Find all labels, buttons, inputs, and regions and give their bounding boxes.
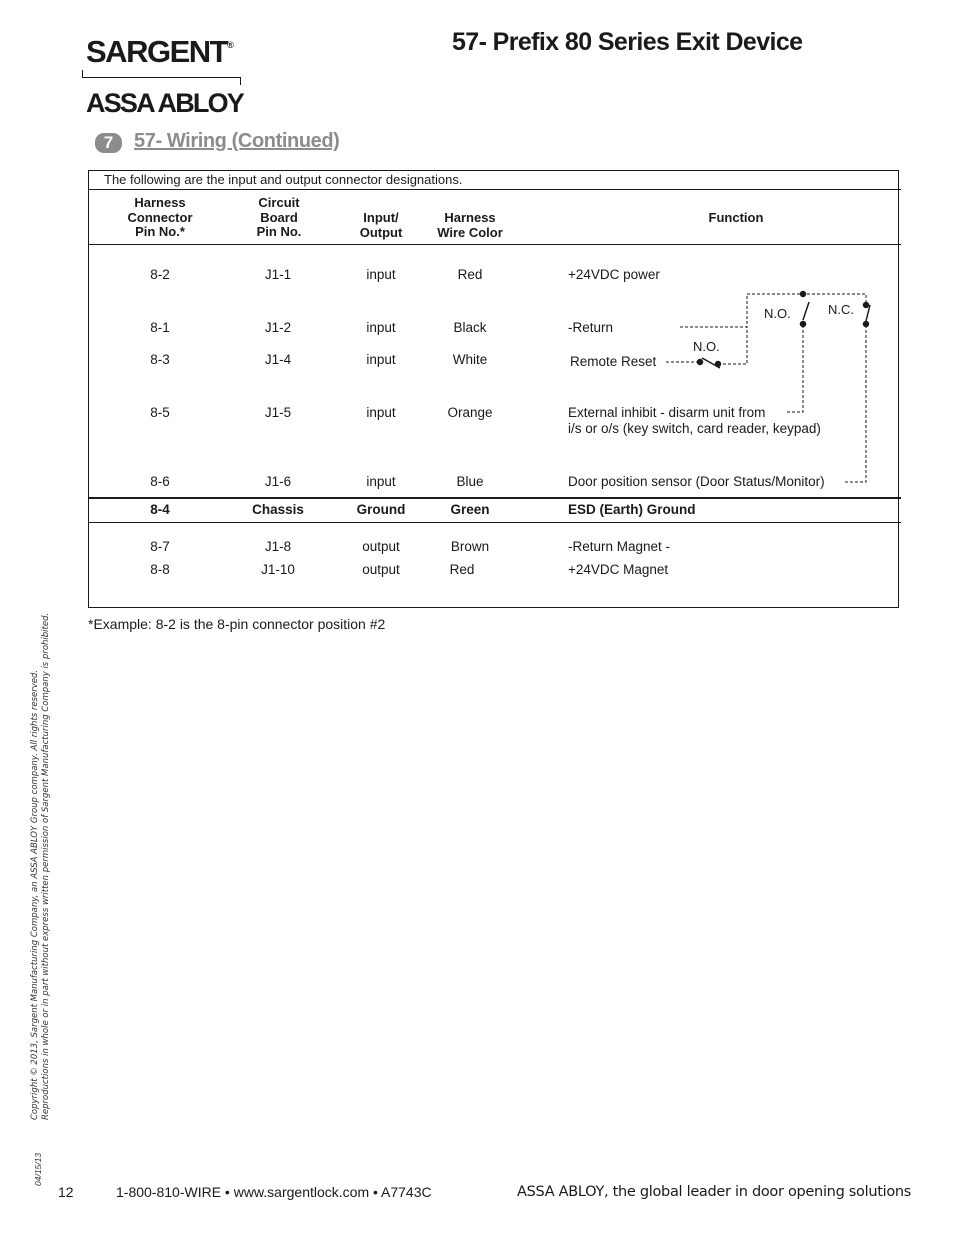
cell-color: Orange [447, 405, 493, 420]
cell-color: Brown [450, 539, 490, 554]
page-number: 12 [58, 1184, 74, 1200]
reset-wire-right [718, 327, 747, 364]
footer-slogan: ASSA ABLOY, the global leader in door opening solutions [517, 1184, 912, 1200]
table-intro: The following are the input and output connector designations. [104, 172, 463, 187]
cell-io: Ground [356, 502, 406, 517]
cell-io: input [366, 352, 396, 367]
cell-function: -Return Magnet - [568, 539, 671, 554]
nc-label: N.C. [828, 302, 854, 317]
cell-pin: 8-4 [150, 502, 170, 517]
nc-switch-bottom-contact [864, 322, 869, 327]
cell-board: J1-1 [264, 267, 292, 282]
cell-pin: 8-6 [150, 474, 170, 489]
cell-board: J1-4 [264, 352, 292, 367]
no-label-top: N.O. [764, 306, 791, 321]
cell-board: Chassis [252, 502, 304, 517]
cell-board: J1-5 [264, 405, 292, 420]
cell-pin: 8-3 [150, 352, 170, 367]
cell-io: input [366, 320, 396, 335]
footer-contact: 1-800-810-WIRE • www.sargentlock.com • A7743C [116, 1184, 432, 1200]
cell-color: Blue [456, 474, 484, 489]
cell-pin: 8-2 [150, 267, 170, 282]
cell-board: J1-2 [264, 320, 292, 335]
cell-pin: 8-7 [150, 539, 170, 554]
cell-io: input [366, 474, 396, 489]
header-wire-color: Harness Wire Color [437, 210, 503, 240]
cell-io: input [366, 405, 396, 420]
cell-function: Door position sensor (Door Status/Monitor) [568, 474, 825, 489]
cell-pin: 8-5 [150, 405, 170, 420]
cell-io: output [362, 562, 400, 577]
header-board-pin: Circuit Board Pin No. [256, 195, 302, 239]
footnote: *Example: 8-2 is the 8-pin connector position #2 [88, 616, 386, 632]
no-switch-blade [803, 302, 809, 320]
cell-color: Red [457, 267, 483, 282]
inhibit-wire [786, 325, 803, 412]
cell-function: Remote Reset [570, 354, 657, 369]
no-switch-top-contact [801, 292, 806, 297]
page-title: 57- Prefix 80 Series Exit Device [452, 28, 803, 56]
header-function: Function [708, 210, 764, 225]
cell-function: +24VDC Magnet [568, 562, 669, 577]
cell-board: J1-8 [264, 539, 292, 554]
assa-abloy-logo: ASSA ABLOY [86, 88, 244, 118]
cell-function-cont: i/s or o/s (key switch, card reader, keypad) [568, 421, 821, 436]
cell-color: Green [450, 502, 490, 517]
cell-board: J1-10 [261, 562, 295, 577]
cell-color: White [452, 352, 488, 367]
cell-board: J1-6 [264, 474, 292, 489]
copyright-notice: Copyright © 2013, Sargent Manufacturing Company, an ASSA ABLOY Group company. All rights reserved. Reproductions in whole or in part without express written permission of Sargent Manufacturing Company is prohibited. [30, 612, 51, 1120]
dps-wire [845, 325, 866, 482]
cell-function: External inhibit - disarm unit from [568, 405, 766, 420]
header-harness-pin: Harness Connector Pin No.* [127, 195, 193, 239]
header-input-output: Input/ Output [359, 210, 403, 240]
cell-pin: 8-1 [150, 320, 170, 335]
cell-color: Red [449, 562, 475, 577]
cell-pin: 8-8 [150, 562, 170, 577]
cell-io: output [362, 539, 400, 554]
cell-io: input [366, 267, 396, 282]
nc-switch-top-contact [864, 303, 869, 308]
revision-date: 04/15/13 [33, 1152, 43, 1186]
no-switch-bottom-contact [801, 322, 806, 327]
reset-switch-left-contact [698, 360, 703, 365]
cell-function: -Return [568, 320, 614, 335]
section-title: 57- Wiring (Continued) [134, 130, 340, 152]
sargent-logo: SARGENT® [86, 34, 234, 69]
cell-function: +24VDC power [568, 267, 660, 282]
section-number-badge: 7 [95, 133, 122, 153]
cell-color: Black [453, 320, 487, 335]
cell-function: ESD (Earth) Ground [568, 502, 696, 517]
no-label-reset: N.O. [693, 339, 720, 354]
